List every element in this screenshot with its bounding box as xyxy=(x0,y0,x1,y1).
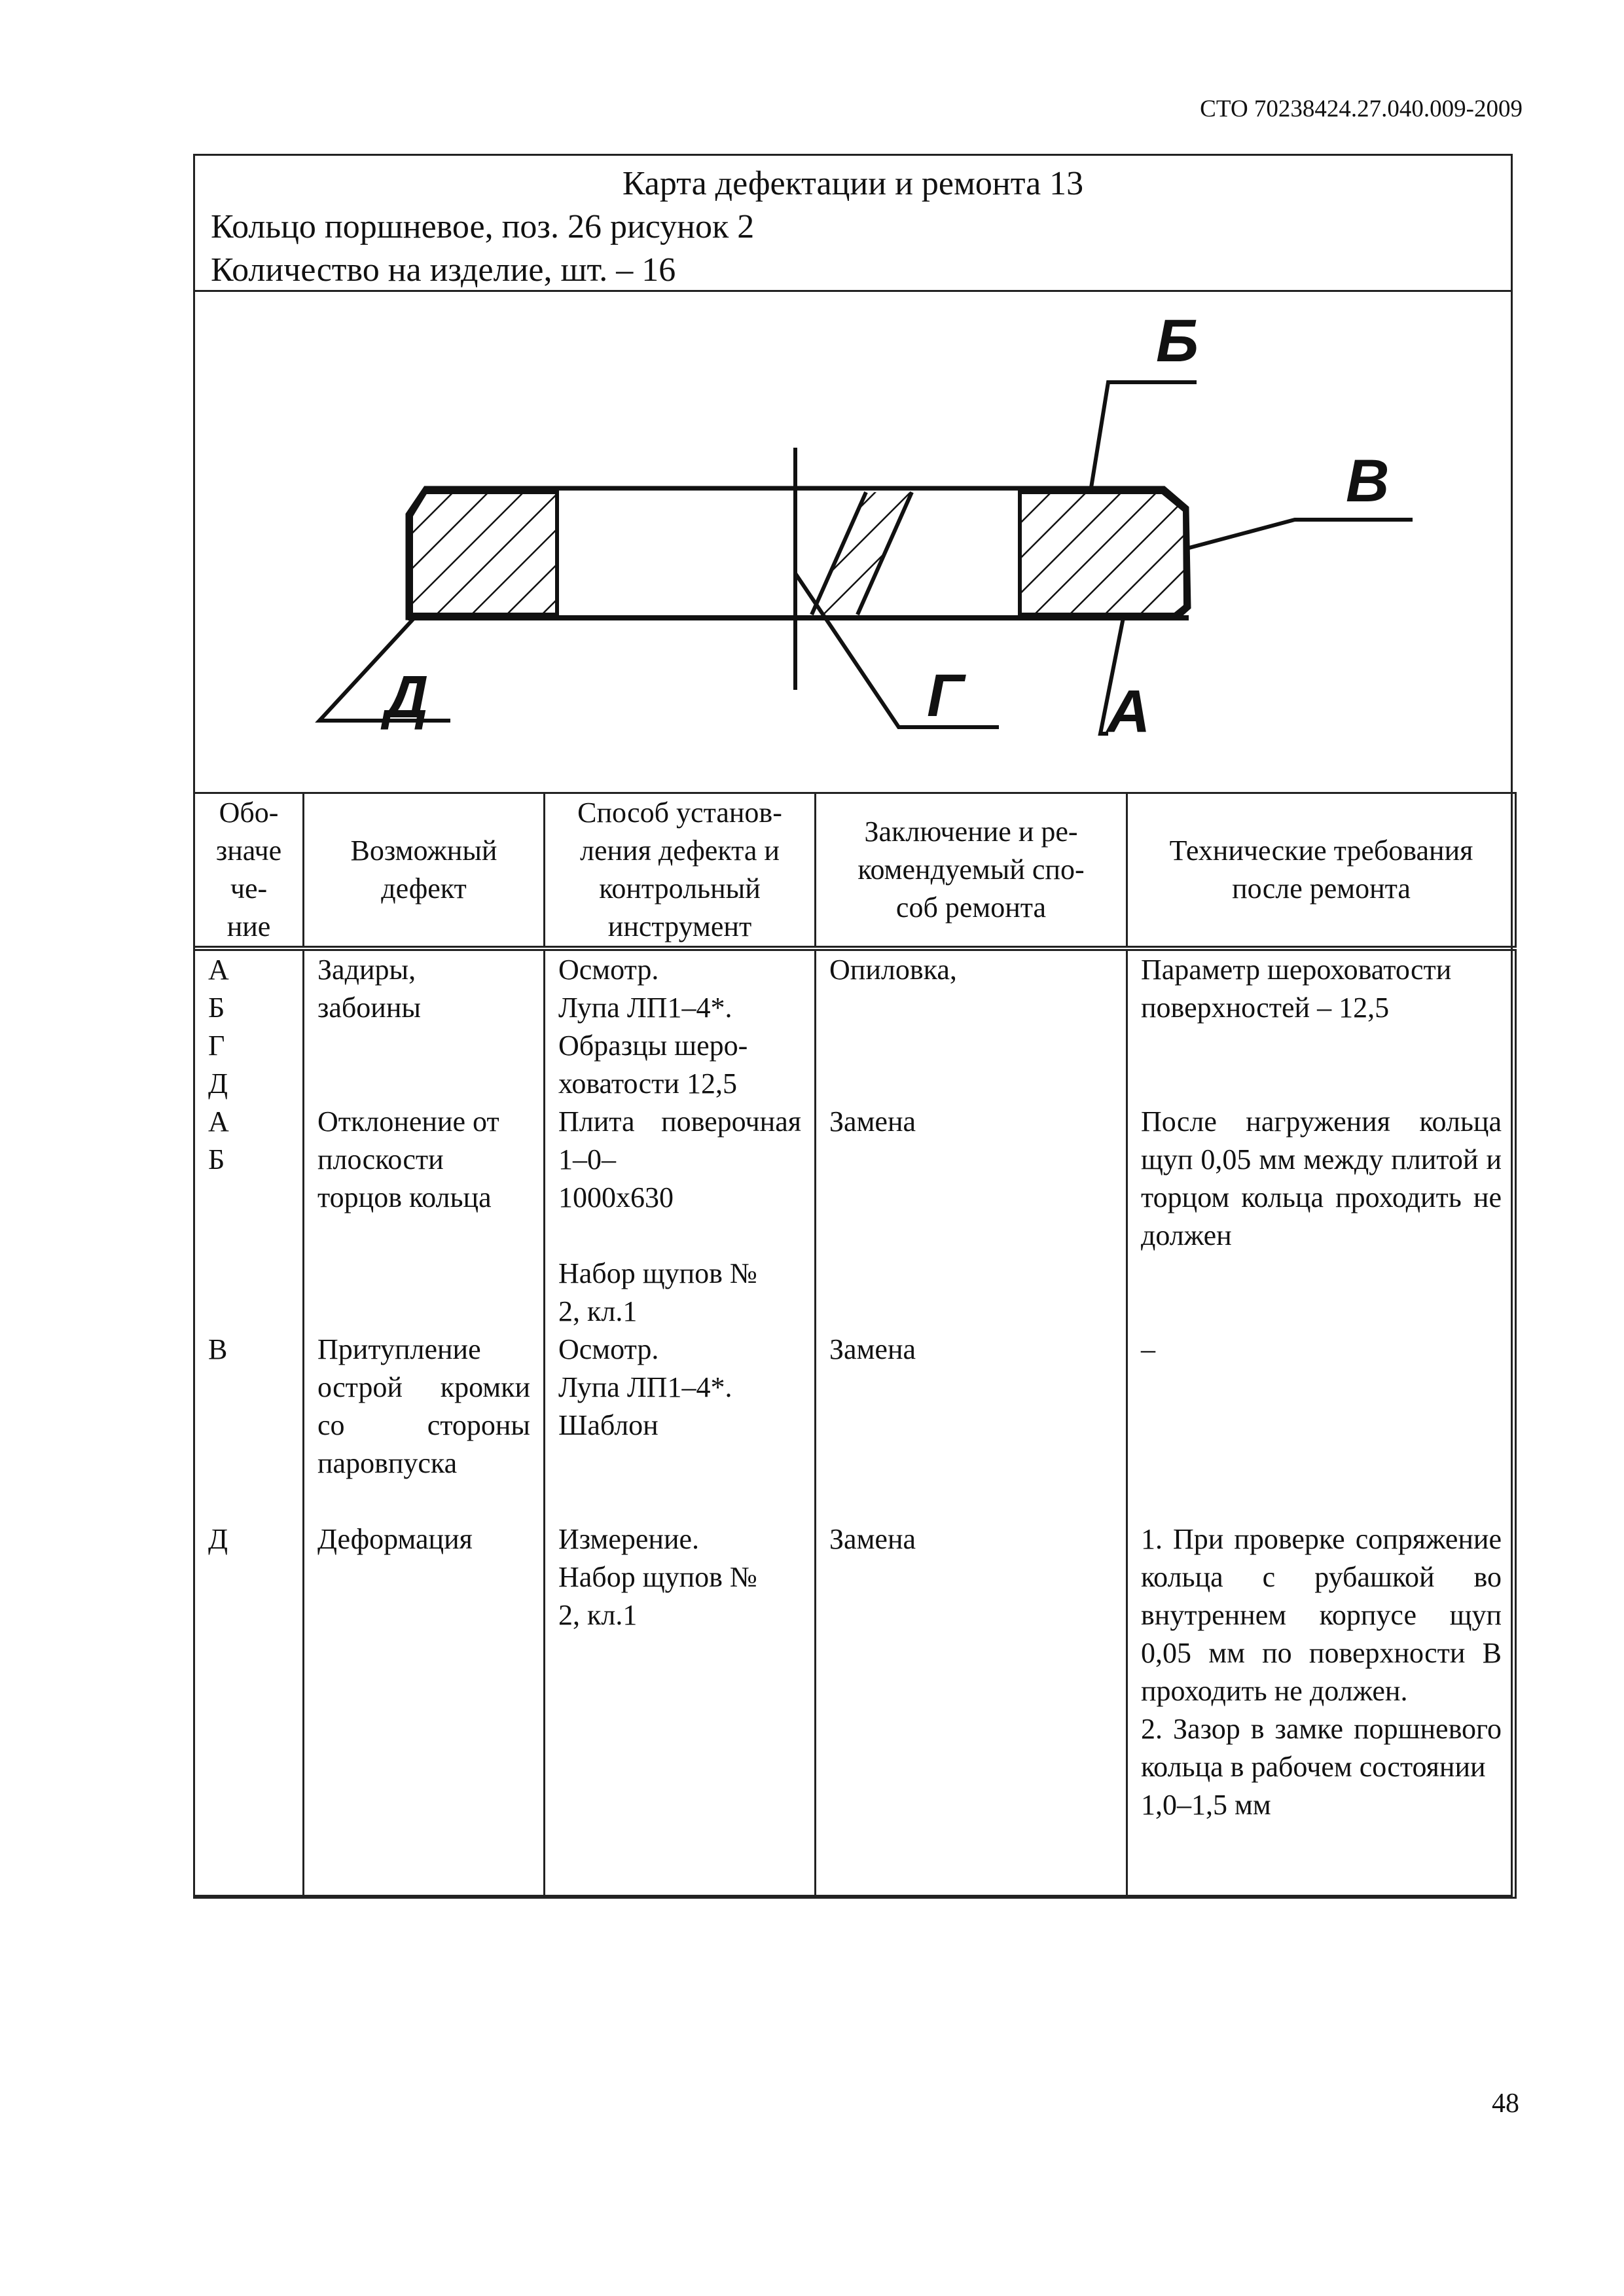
label-b: Б xyxy=(1156,308,1199,374)
row4-conclusion: Замена xyxy=(816,1520,1127,1898)
row3-method: Осмотр. Лупа ЛП1–4*. Шаблон xyxy=(545,1331,816,1520)
part-line: Кольцо поршневое, поз. 26 рисунок 2 xyxy=(211,208,755,245)
label-a: А xyxy=(1107,678,1151,745)
lock-gap-hatch xyxy=(812,492,912,615)
row3-defect: Притупление острой кромки со стороны паровпуска xyxy=(304,1331,545,1520)
header-requirements: Технические требования после ремонта xyxy=(1127,793,1516,949)
table-row xyxy=(194,948,1516,1103)
row2-defect: Отклонение от плоскости торцов кольца xyxy=(304,1103,545,1331)
left-section-hatch xyxy=(411,492,557,615)
right-section-hatch xyxy=(1020,492,1185,615)
piston-ring-drawing xyxy=(195,292,1511,789)
row3-requirements: – xyxy=(1127,1331,1516,1520)
row1-method: Осмотр. Лупа ЛП1–4*. Образцы шеро- ховатости 12,5 xyxy=(545,948,816,1103)
defect-card xyxy=(193,154,1513,1897)
quantity-line: Количество на изделие, шт. – 16 xyxy=(211,251,676,289)
row1-designation: А Б Г Д xyxy=(194,948,304,1103)
row1-conclusion: Опиловка, xyxy=(816,948,1127,1103)
row4-defect: Деформация xyxy=(304,1520,545,1898)
row4-designation: Д xyxy=(194,1520,304,1898)
label-v: В xyxy=(1346,448,1390,514)
card-header xyxy=(195,156,1511,292)
table-header-row xyxy=(194,793,1516,949)
table-row xyxy=(194,1103,1516,1331)
row2-requirements: После нагружения кольца щуп 0,05 мм между плитой и торцом кольца проходить не должен xyxy=(1127,1103,1516,1331)
header-method: Способ установ- ления дефекта и контрольный инструмент xyxy=(545,793,816,949)
row3-conclusion: Замена xyxy=(816,1331,1127,1520)
row2-conclusion: Замена xyxy=(816,1103,1127,1331)
page-number: 48 xyxy=(1492,2089,1519,2119)
leader-b xyxy=(1091,382,1197,492)
ring-section-svg xyxy=(195,292,1513,789)
row3-designation: В xyxy=(194,1331,304,1520)
row1-requirements: Параметр шероховатости поверхностей – 12,5 xyxy=(1127,948,1516,1103)
leader-v xyxy=(1187,520,1413,548)
label-g: Г xyxy=(927,662,964,729)
row2-method: Плита поверочная 1–0– 1000х630 Набор щупов № 2, кл.1 xyxy=(545,1103,816,1331)
header-designation: Обо- значе че- ние xyxy=(194,793,304,949)
row2-designation: А Б xyxy=(194,1103,304,1331)
document-code: СТО 70238424.27.040.009-2009 xyxy=(1200,96,1523,122)
row4-method: Измерение. Набор щупов № 2, кл.1 xyxy=(545,1520,816,1898)
defects-table xyxy=(193,792,1517,1899)
card-title: Карта дефектации и ремонта 13 xyxy=(622,165,1084,202)
row4-requirements: 1. При проверке сопряжение кольца с рубашкой во внутреннем корпусе щуп 0,05 мм по поверхности В проходить не должен. 2. Зазор в замке поршневого кольца в рабочем состоянии 1,0–1,5 мм xyxy=(1127,1520,1516,1898)
row1-defect: Задиры, забоины xyxy=(304,948,545,1103)
header-defect: Возможный дефект xyxy=(304,793,545,949)
table-row xyxy=(194,1520,1516,1898)
table-row xyxy=(194,1331,1516,1520)
header-conclusion: Заключение и ре- комендуемый спо- соб ремонта xyxy=(816,793,1127,949)
label-d: Д xyxy=(385,664,429,730)
